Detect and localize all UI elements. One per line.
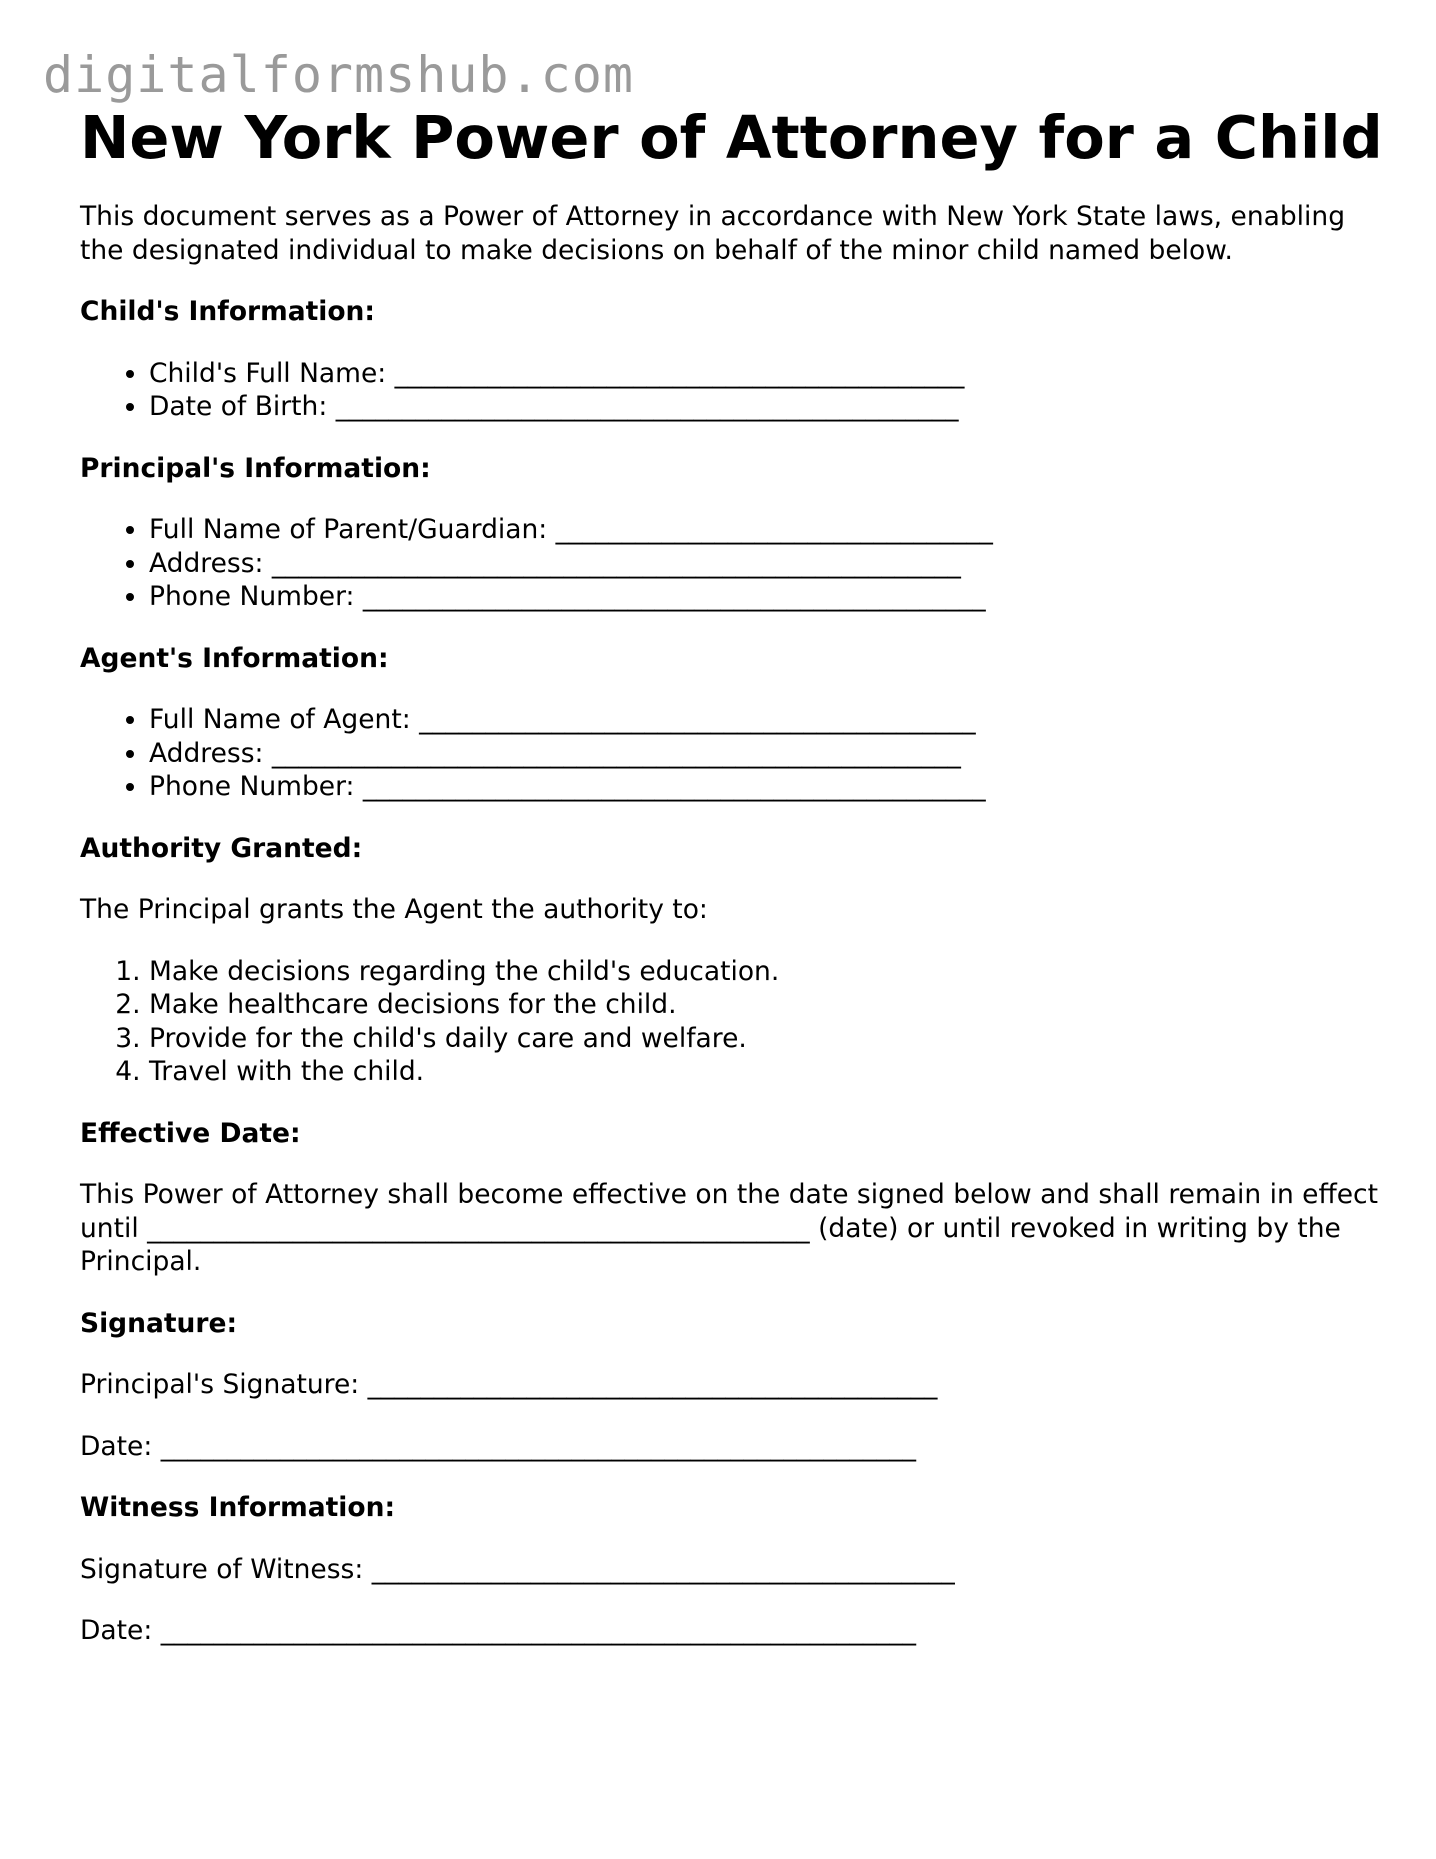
field-blank[interactable]: _______________________________________________ <box>362 771 986 802</box>
field-blank[interactable]: _________________________________________________________ <box>160 1615 916 1646</box>
field-label: Child's Full Name: <box>149 357 387 389</box>
field-blank[interactable]: _______________________________________________ <box>335 391 959 422</box>
signature-heading: Signature: <box>80 1307 238 1339</box>
field-blank[interactable]: ____________________________________________________ <box>271 547 961 579</box>
agent-phone-field[interactable] <box>149 770 1380 804</box>
field-label: Principal's Signature: <box>80 1369 360 1400</box>
witness-signature-line[interactable] <box>80 1553 1380 1587</box>
principal-signature-line[interactable] <box>80 1368 1380 1402</box>
child-dob-field[interactable] <box>149 390 1380 424</box>
list-item: 1. Make decisions regarding the child's education. <box>149 955 1380 989</box>
field-blank[interactable]: _______________________________________________ <box>362 581 986 612</box>
document-page <box>80 96 1383 1648</box>
field-label: Date of Birth: <box>149 391 328 422</box>
field-blank[interactable]: ____________________________________________________ <box>271 737 961 769</box>
field-blank[interactable]: ___________________________________________ <box>367 1369 938 1400</box>
authority-list <box>80 955 1380 1089</box>
field-blank[interactable]: ____________________________________________ <box>371 1553 955 1585</box>
field-label: Date: <box>80 1430 153 1462</box>
child-full-name-field[interactable] <box>149 357 1380 391</box>
list-item: 3. Provide for the child's daily care and welfare. <box>149 1022 1380 1056</box>
agent-name-field[interactable] <box>149 703 1380 737</box>
authority-lead: The Principal grants the Agent the authority to: <box>80 894 708 925</box>
field-blank[interactable]: __________________________________________ <box>419 704 976 735</box>
principal-date-line[interactable] <box>80 1430 1380 1464</box>
field-label: Phone Number: <box>149 581 355 612</box>
principal-info-list <box>80 513 1380 614</box>
field-blank[interactable]: ___________________________________________ <box>394 357 965 389</box>
agent-address-field[interactable] <box>149 737 1380 771</box>
effective-date-blank[interactable]: __________________________________________________ <box>147 1212 810 1244</box>
principal-name-field[interactable] <box>149 513 1380 547</box>
witness-date-line[interactable] <box>80 1614 1380 1648</box>
child-info-heading: Child's Information: <box>80 296 376 327</box>
agent-info-list <box>80 703 1380 804</box>
principal-info-heading: Principal's Information: <box>80 452 431 484</box>
field-label: Address: <box>149 737 264 769</box>
field-label: Full Name of Parent/Guardian: <box>149 514 548 545</box>
watermark: digitalformshub.com <box>43 46 634 104</box>
witness-heading: Witness Information: <box>80 1492 396 1523</box>
agent-info-heading: Agent's Information: <box>80 642 389 674</box>
field-blank[interactable]: _________________________________________________________ <box>160 1430 916 1462</box>
field-label: Date: <box>80 1615 153 1646</box>
effective-text-before: This Power of Attorney shall become effective on the date signed below and shall remain in effect until <box>80 1179 1378 1244</box>
effective-date-heading: Effective Date: <box>80 1117 301 1149</box>
authority-heading: Authority Granted: <box>80 832 363 864</box>
child-info-list <box>80 357 1380 424</box>
field-blank[interactable]: _________________________________ <box>555 514 993 545</box>
page-title: New York Power of Attorney for a Child <box>80 103 1383 172</box>
effective-text-after: (date) or until revoked in writing by the Principal. <box>80 1212 1341 1277</box>
field-label: Phone Number: <box>149 771 355 802</box>
intro-paragraph: This document serves as a Power of Attorney in accordance with New York State laws, enabling the designated individual to make decisions on behalf of the minor child named below. <box>80 201 1346 266</box>
list-item: 4. Travel with the child. <box>149 1055 1380 1089</box>
field-label: Full Name of Agent: <box>149 704 411 735</box>
field-label: Address: <box>149 547 264 579</box>
principal-phone-field[interactable] <box>149 580 1380 614</box>
principal-address-field[interactable] <box>149 547 1380 581</box>
effective-date-paragraph <box>80 1178 1380 1279</box>
field-label: Signature of Witness: <box>80 1553 364 1585</box>
list-item: 2. Make healthcare decisions for the child. <box>149 988 1380 1022</box>
